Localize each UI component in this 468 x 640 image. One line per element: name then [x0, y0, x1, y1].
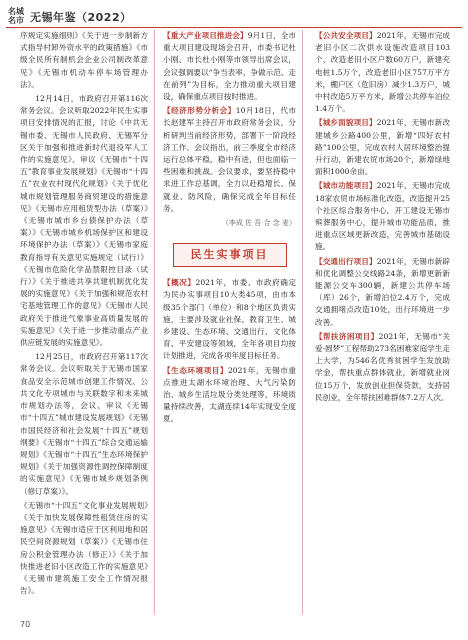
- entry: [163, 365, 296, 426]
- page-header: [0, 0, 468, 28]
- entry-text: 2021年，无锡市新辟和优化调整公交线路24条，新增更新新能源公交车300辆，新建公共停车场（库）26个，新增泊位2.4万个，完成交通拥堵点改造10处，出行环境进一步改善。: [315, 256, 450, 327]
- entry-text: 2021年，市委、市政府确定为民办实事项目10大类45项，由市本级35个部门（单位）和8个地区负责实施，主要涉及就业社保、教育卫生、城乡建设、生态环境、交通出行、文化体育、平安建设等领域，全年各项目均按计划推进，完成各项年度目标任务。: [163, 278, 297, 361]
- paragraph: 序规定实施细则》《关于进一步制新方式指导村卸外资水平的政策措施》《市级全民所有制机会企业公司制改革意见》《无锡市机动车停车场管理办法》。: [20, 31, 148, 89]
- entry: [315, 180, 450, 253]
- entry: [315, 117, 450, 178]
- entry-text: 2021年，无锡市完成老旧小区二次供水设施改造项目103个，改造老旧小区户数60万户，新建充电桩1.5万个，改造老旧小区757万平方米，棚户区（危旧房）减少1.3万户，城中村改造5万平方米，新增公共停车泊位1.4万个。: [315, 31, 450, 114]
- entry-text: 2021年，无锡市新改建城乡公路400公里，新增“四好农村路”100公里，完成农村人居环境整治提升行动，新建农贸市场20个，新增绿地面积1000余亩。: [315, 118, 450, 177]
- yearbook-title: 无锡年鉴（2022）: [30, 11, 132, 24]
- entry-text: 10月18日，代市长赵建军主持召开市政府常务会议，分析研判当前经济形势，部署下一阶段经济工作。会议指出，前三季度全市经济运行总体平稳，稳中有进，但也面临一些困难和挑战。会议要求，要坚持稳中求进工作总基调，全力以赴稳增长、保就业、防风险，确保完成全年目标任务。: [163, 106, 297, 213]
- entry-text: 9月1日，全市重大项目建设现场会召开，市委书记杜小刚、市长杜小刚等市领导出席会议，会议强调要以“争当表率、争做示范、走在前列”为目标，全力推动重大项目建设，确保重点项目按时推进。: [163, 31, 296, 102]
- entry-text: 2021年，无锡市“关爱·圆梦”工程帮助273名困难家庭学生走上大学，为546名优秀贫困学生发放助学金，帮扶重点群体就业，新增就业岗位15万个，发放创业担保贷款，支持居民创业，全年帮扶困难群体7.2万人次。: [315, 331, 450, 402]
- author-note: （李成 佐 吾 合 念 麦）: [221, 219, 296, 228]
- entry-text: 2021年，无锡市重点推进太湖水环境治理、大气污染防治、城乡生活垃圾分类处理等，环境质量持续改善，太湖连续14年实现安全度夏。: [163, 365, 297, 424]
- entry-heading: 【公共安全项目】: [315, 31, 377, 40]
- header-rule: [6, 27, 462, 28]
- logo-line-1: 名城: [8, 7, 24, 16]
- entry-heading: 【概况】: [163, 278, 196, 288]
- entry-heading: 【城市功能项目】: [315, 181, 377, 191]
- page-number: 70: [20, 620, 31, 629]
- column-middle: [163, 30, 303, 615]
- entry-heading: 【重大产业项目推进会】: [163, 31, 248, 40]
- entry-text: 2021年，无锡市完成18家农贸市场标准化改造，改造提升25个社区综合服务中心，开工建设无锡市殡葬服务中心，提升城市功能品质，推进重点区域更新改造，完善城市基础设施。: [315, 181, 450, 252]
- entry: [315, 30, 450, 115]
- entry: [163, 30, 296, 103]
- entry: [163, 105, 296, 215]
- paragraph: 12月14日，市政府召开第116次常务会议。会议听取2022年民生实事项目安排情况的汇报，讨论《中共无锡市委、无锡市人民政府、无锡军分区关于加强和推进新时代退役军人工作的实施意见》、审议《无锡市“十四五”教育事业发展规划》《无锡市“十四五”农业农村现代化规划》《关于优化城市规划管理服务商贸建设的措施意见》《无锡市应用租赁型办法（草案）》《无锡市城市乡台债保护办法（草案）》《无锡市城乡机场保护区和建设环境保护办法（草案）》《无锡市家庭教育指导有关意见实施规定（试行）》《无锡市危险化学品禁限控目录（试行）》《关于推进共享共建机制优化发展的实施意见》《关于加强和规范农村宅基地管理工作的意见》《无锡市人民政府关于推进气象事业高质量发展的实施意见》《关于进一步推动重点产业供应链发展的实施意见》。: [20, 94, 148, 348]
- entry: [163, 277, 296, 362]
- column-right: [315, 30, 450, 615]
- entry-heading: 【经济形势分析会】: [163, 106, 236, 116]
- entry-heading: 【交通出行项目】: [315, 256, 377, 266]
- city-logo-icon: [6, 5, 26, 27]
- entry: [315, 256, 450, 329]
- entry: [315, 331, 450, 404]
- column-left: [20, 30, 155, 615]
- paragraph: 《无锡市“十四五”文化事业发展规划》《关于加快发展保障性租赁住房的实施意见》《无锡市适应于区利用地和居民空间资源规划（草案）》《无锡市住房公积金管理办法（修正）》《关于加快推进老旧小区改造工作的实施意见》《无锡市建筑施工安全工作情况报告》。: [20, 500, 148, 596]
- paragraph: 12月25日，市政府召开第117次常务会议。会议听取关于无锡市国家食品安全示范城市创建工作情况、公共文化专项城市与关联数字和未来城市规划办法等，会议、审议《无锡市“十四五”城市建设发展规划》《无锡市国民经济和社会发展“十四五”规划纲要》《无锡市“十四五”综合交通运输规划》《无锡市“十四五”生态环境保护规划》《关于加强资源性调控保障制度的实施意见》《无锡市城乡规划条例（修订草案）》。: [20, 352, 148, 496]
- entry-heading: 【帮扶济困项目】: [315, 331, 379, 341]
- section-title-box: 民生实事项目: [173, 243, 287, 267]
- entry-heading: 【城乡面貌项目】: [315, 118, 377, 128]
- entry-heading: 【生态环境项目】: [163, 365, 228, 375]
- logo-line-2: 名市: [8, 16, 24, 25]
